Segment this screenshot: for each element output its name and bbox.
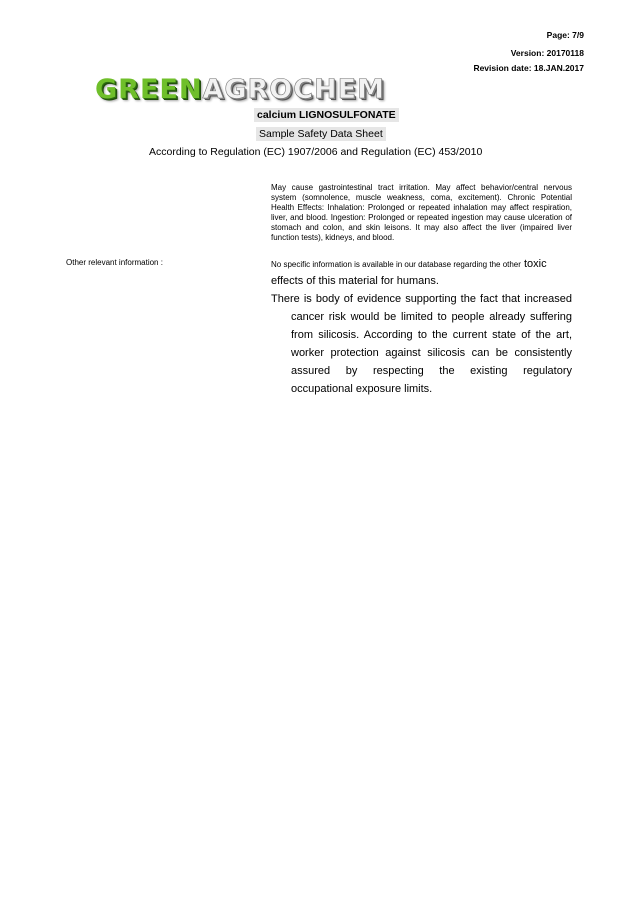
other-info-label: Other relevant information : [66,258,163,267]
page-number: Page: 7/9 [546,30,584,40]
product-name: calcium LIGNOSULFONATE [254,108,399,122]
logo-agrochem-text: AGROCHEM [202,74,385,105]
other-info-lead: No specific information is available in our database regarding the other [271,260,521,269]
sheet-type: Sample Safety Data Sheet [256,127,386,141]
evidence-paragraph: There is body of evidence supporting the fact that increased cancer risk would be limited to people already suffering from silicosis. According to the current state of the art, worker protection against silicosis can be consistently assured by respecting the existing regulatory occupational exposure limits. [271,293,572,395]
other-info-text [271,256,572,290]
company-logo [95,76,385,103]
version: Version: 20170118 [510,48,584,58]
regulation-reference: According to Regulation (EC) 1907/2006 and Regulation (EC) 453/2010 [149,146,483,158]
logo-green-text: GREEN [95,74,203,105]
health-effects-text: May cause gastrointestinal tract irritation. May affect behavior/central nervous system (somnolence, muscle weakness, coma, excitement). Chronic Potential Health Effects: Inhalation: Prolonged or repeated inhalation may affect respiration, liver, and blood. Ingestion: Prolonged or repeated ingestion may cause ulceration of stomach and colon, and skin leisons. It may also affect the liver (impaired liver function tests), kidneys, and blood. [271,183,572,242]
other-info-rest: toxic effects of this material for humans. [271,258,547,287]
revision-date: Revision date: 18.JAN.2017 [473,63,584,73]
